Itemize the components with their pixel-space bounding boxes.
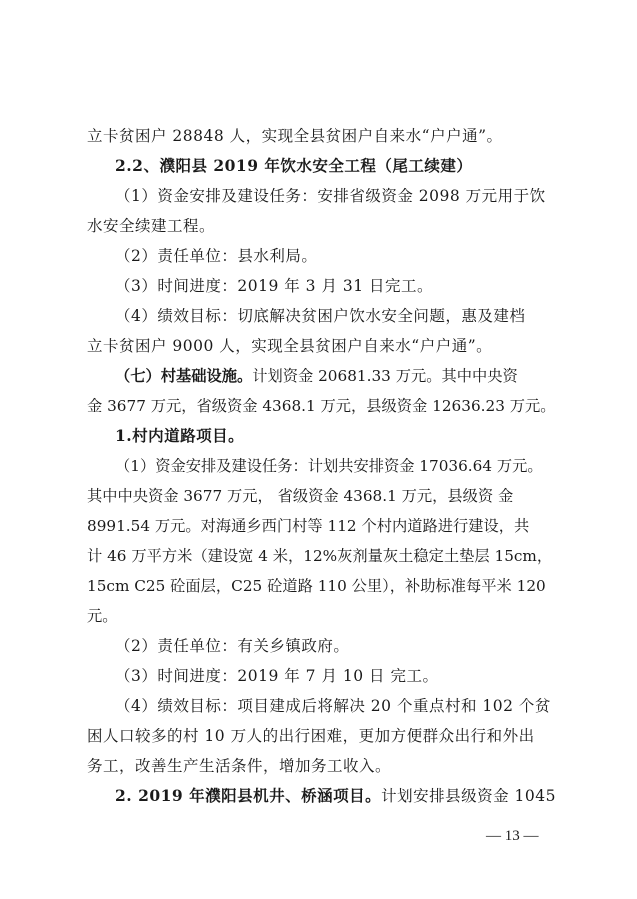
paragraph (87, 361, 556, 421)
section-heading (115, 421, 244, 451)
paragraph (115, 661, 438, 691)
text-line: 8991.54 万元。对海通乡西门村等 112 个村内道路进行建设，共 (87, 517, 530, 535)
inline-text: 计划安排县级资金 1045 (381, 787, 556, 805)
text-line: 立卡贫困户 28848 人，实现全县贫困户自来水“户户通”。 (87, 127, 503, 145)
text-line (87, 361, 556, 391)
heading-text: 2.2、濮阳县 2019 年饮水安全工程（尾工续建） (115, 156, 473, 175)
paragraph (87, 181, 546, 241)
section-heading (115, 151, 472, 181)
text-line: 金 3677 万元，省级资金 4368.1 万元，县级资金 12636.23 万元。 (87, 397, 556, 415)
paragraph (87, 121, 503, 151)
text-line: 立卡贫困户 9000 人，实现全县贫困户自来水“户户通”。 (87, 337, 493, 355)
paragraph (115, 781, 556, 811)
heading-text: 1.村内道路项目。 (115, 426, 245, 445)
text-line: 水安全续建工程。 (87, 217, 216, 235)
text-line: 务工，改善生产生活条件，增加务工收入。 (87, 757, 392, 775)
inline-heading: 2. 2019 年濮阳县机井、桥涵项目。 (115, 786, 382, 805)
text-line: （4）绩效目标：切底解决贫困户饮水安全问题，惠及建档 (115, 307, 526, 325)
inline-heading: （七）村基础设施。 (115, 367, 253, 385)
text-line: （2）责任单位：县水利局。 (115, 247, 318, 265)
text-line: （1）资金安排及建设任务：计划共安排资金 17036.64 万元。 (115, 457, 543, 475)
text-line: 15cm C25 砼面层，C25 砼道路 110 公里），补助标准每平米 120 (87, 577, 546, 595)
inline-text: 计划资金 20681.33 万元。其中中央资 (252, 367, 518, 385)
text-line: （2）责任单位：有关乡镇政府。 (115, 637, 350, 655)
text-line (115, 781, 556, 811)
text-line: （4）绩效目标：项目建成后将解决 20 个重点村和 102 个贫 (115, 697, 551, 715)
paragraph (115, 241, 317, 271)
paragraph (87, 451, 552, 631)
paragraph (87, 691, 551, 781)
text-line: 元。 (87, 607, 118, 625)
page-number: — 13 — (486, 828, 539, 844)
paragraph (115, 631, 349, 661)
paragraph (115, 271, 433, 301)
paragraph (87, 301, 525, 361)
text-line: （3）时间进度：2019 年 7 月 10 日 完工。 (115, 667, 439, 685)
text-line: 计 46 万平方米（建设宽 4 米，12%灰剂量灰土稳定土垫层 15cm， (87, 547, 553, 565)
text-line: 其中中央资金 3677 万元， 省级资金 4368.1 万元，县级资 金 (87, 487, 514, 505)
text-line: 困人口较多的村 10 万人的出行困难，更加方便群众出行和外出 (87, 727, 535, 745)
text-line: （3）时间进度：2019 年 3 月 31 日完工。 (115, 277, 434, 295)
text-line: （1）资金安排及建设任务：安排省级资金 2098 万元用于饮 (115, 187, 546, 205)
